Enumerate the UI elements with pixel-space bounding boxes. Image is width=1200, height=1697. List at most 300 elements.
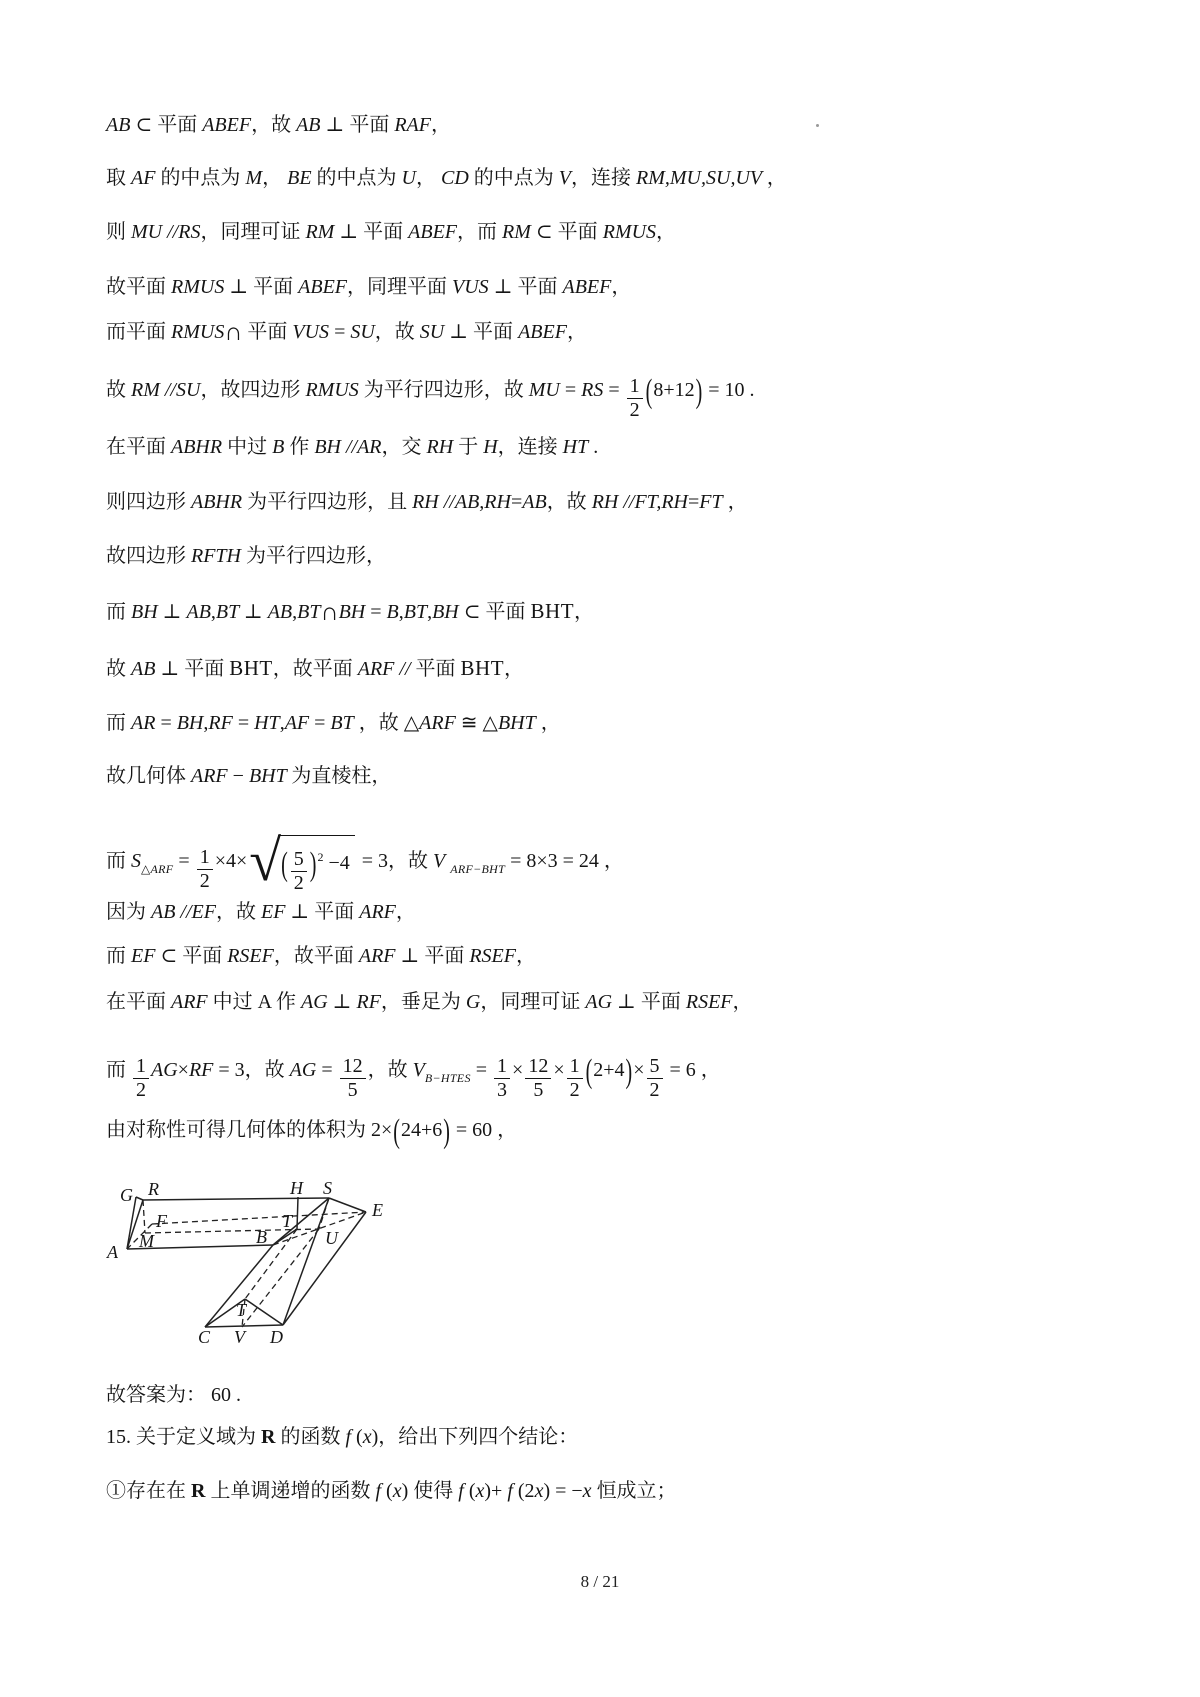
- fraction-denominator: 5: [525, 1078, 551, 1102]
- text-run: V: [558, 167, 572, 189]
- text-run: (: [645, 373, 653, 411]
- radical-icon: √: [249, 828, 282, 893]
- proof-line-6: [106, 375, 755, 422]
- text-run: ⊥ 平面: [400, 945, 470, 967]
- text-run: = 6 ，: [664, 1059, 721, 1081]
- text-run: ,: [279, 712, 285, 734]
- text-run: AR: [131, 712, 156, 734]
- text-run: RSEF: [227, 945, 274, 967]
- proof-line-16: [106, 941, 536, 971]
- text-run: ARF: [191, 765, 228, 787]
- edge-U-V: [242, 1229, 319, 1327]
- text-run: =: [687, 491, 700, 513]
- text-run: ⊥ 平面: [493, 276, 563, 298]
- text-run: ，: [535, 712, 561, 734]
- edge-T1-T2: [245, 1229, 297, 1299]
- text-run: ，故: [546, 491, 592, 513]
- edge-H-T1: [297, 1197, 298, 1229]
- text-run: RM //SU: [131, 379, 201, 401]
- vertex-label-R: R: [148, 1179, 159, 1199]
- text-run: VUS: [292, 321, 330, 343]
- vertex-label-A: A: [107, 1242, 118, 1262]
- text-run: ×: [512, 1059, 524, 1081]
- text-run: V: [412, 1059, 425, 1081]
- text-run: =: [309, 712, 331, 734]
- text-run: RMUS: [171, 321, 225, 343]
- text-run: 平面: [410, 658, 461, 680]
- text-run: RMUS: [602, 221, 657, 243]
- text-run: 8+12: [653, 379, 695, 401]
- text-run: ARF //: [357, 658, 411, 680]
- fraction: [567, 1055, 583, 1102]
- text-run: RAF: [394, 114, 431, 136]
- text-run: RH //FT,RH: [591, 491, 688, 513]
- text-run: BHT: [460, 656, 505, 680]
- text-run: ABEF: [202, 114, 252, 136]
- text-run: ，而: [457, 221, 503, 243]
- text-run: f: [375, 1480, 382, 1502]
- text-run: ，: [395, 901, 416, 923]
- text-run: BHT: [248, 765, 292, 787]
- vertex-label-D: D: [270, 1327, 283, 1347]
- proof-line-1: [106, 110, 451, 140]
- text-run: BH: [432, 601, 464, 623]
- text-run: ，故: [367, 1059, 413, 1081]
- text-run: ABEF: [298, 276, 348, 298]
- text-run: ，故平面: [273, 945, 359, 967]
- text-run: ,: [427, 601, 433, 623]
- text-run: BT: [297, 601, 321, 623]
- text-run: AG: [585, 991, 618, 1013]
- text-run: = 10 .: [703, 379, 755, 401]
- text-run: =: [232, 712, 255, 734]
- text-run: ，故: [374, 321, 420, 343]
- text-run: AG: [151, 1059, 178, 1081]
- text-run: CD: [441, 167, 474, 189]
- text-run: =: [559, 379, 582, 401]
- text-run: ): [309, 846, 317, 884]
- text-run: MU: [131, 221, 163, 243]
- text-run: −: [227, 765, 249, 787]
- text-run: RH: [426, 436, 459, 458]
- text-run: (: [281, 846, 288, 884]
- text-run: SU: [419, 321, 450, 343]
- text-run: ≅ △: [455, 712, 498, 734]
- text-run: ABEF: [562, 276, 612, 298]
- text-run: ，: [416, 167, 441, 189]
- text-run: EF: [260, 901, 291, 923]
- edge-R-S: [143, 1198, 329, 1200]
- text-run: 的中点为: [160, 167, 246, 189]
- text-run: AB: [296, 114, 326, 136]
- text-run: 故: [106, 379, 131, 401]
- fraction-denominator: 5: [340, 1078, 366, 1102]
- edge-B-T1: [273, 1229, 297, 1245]
- proof-line-11: [106, 653, 524, 684]
- fraction-numerator: 1: [629, 375, 640, 397]
- text-run: BT: [330, 712, 354, 734]
- text-run: 取: [106, 167, 131, 189]
- proof-line-19: [106, 1113, 518, 1151]
- text-run: RFTH: [191, 545, 246, 567]
- proof-line-9: [106, 541, 386, 571]
- text-run: ): [443, 1113, 450, 1151]
- text-run: =: [603, 379, 625, 401]
- text-run: 由对称性可得几何体的体积为 2×: [106, 1119, 393, 1141]
- text-run: RF: [356, 991, 381, 1013]
- text-run: ⊂ 平面: [160, 945, 228, 967]
- text-run: RSEF: [469, 945, 516, 967]
- edge-S-E: [329, 1198, 366, 1212]
- text-run: x: [362, 1426, 372, 1448]
- fraction: [133, 1055, 149, 1102]
- text-run: ): [695, 373, 703, 411]
- text-run: ⊥ 平面: [339, 221, 409, 243]
- text-run: ×4×: [214, 850, 248, 872]
- vertex-label-T: T: [282, 1211, 293, 1231]
- text-run: AB: [131, 658, 161, 680]
- text-run: = 8×3 = 24 ，: [505, 850, 624, 872]
- fraction: [494, 1055, 510, 1102]
- text-run: ∩: [224, 319, 243, 346]
- fraction: [340, 1055, 366, 1102]
- text-run: 2+4: [593, 1059, 625, 1081]
- text-run: BE: [287, 167, 317, 189]
- text-run: 于: [458, 436, 484, 458]
- text-run: 在平面: [106, 991, 171, 1013]
- text-run: 为平行四边形，故: [363, 379, 529, 401]
- text-run: ，: [566, 321, 587, 343]
- text-run: ARF: [171, 991, 213, 1013]
- question-15-item-1: [106, 1476, 677, 1506]
- text-run: ，: [656, 221, 677, 243]
- text-run: f: [458, 1480, 464, 1502]
- text-run: BT: [403, 601, 428, 623]
- text-run: ，: [611, 276, 632, 298]
- text-run: ) = −: [543, 1480, 583, 1502]
- page-number: 8 / 21: [580, 1572, 620, 1591]
- text-run: //: [162, 221, 179, 243]
- text-run: RF: [188, 1059, 214, 1081]
- text-run: 15. 关于定义域为: [106, 1426, 261, 1448]
- text-run: x: [582, 1480, 592, 1502]
- text-run: ⊥ 平面: [229, 276, 299, 298]
- text-run: = 3，故: [356, 850, 434, 872]
- text-run: = 60 ，: [450, 1119, 518, 1141]
- text-run: =: [316, 1059, 338, 1081]
- text-run: ,: [292, 601, 298, 623]
- text-run: ⊥ 平面: [290, 901, 360, 923]
- text-run: B−HTES: [424, 1071, 471, 1085]
- text-run: ,: [210, 601, 216, 623]
- text-run: 在平面: [106, 436, 171, 458]
- text-run: 故: [106, 658, 131, 680]
- vertex-label-C: C: [198, 1327, 211, 1347]
- edge-G-R: [136, 1197, 143, 1200]
- text-run: (: [381, 1480, 393, 1502]
- text-run: ，: [574, 601, 595, 623]
- vertex-label-E: E: [372, 1200, 383, 1220]
- fraction-numerator: 1: [497, 1055, 508, 1077]
- fraction-numerator: 12: [528, 1055, 549, 1077]
- sqrt-expression: [249, 830, 354, 895]
- text-run: 的函数: [275, 1426, 346, 1448]
- text-run: AB: [522, 491, 547, 513]
- text-run: R: [261, 1426, 276, 1448]
- scan-artifact-dot: [816, 124, 819, 127]
- text-run: BT: [215, 601, 244, 623]
- text-run: HT: [562, 436, 589, 458]
- proof-line-2: [106, 163, 787, 193]
- fraction: [627, 375, 643, 422]
- text-run: ⊥ 平面: [325, 114, 395, 136]
- text-run: RM: [305, 221, 340, 243]
- text-run: AB: [106, 114, 136, 136]
- text-run: VUS: [452, 276, 494, 298]
- text-run: RMUS: [305, 379, 364, 401]
- text-run: (2: [512, 1480, 535, 1502]
- text-run: BH //AR: [314, 436, 382, 458]
- text-run: (: [351, 1426, 363, 1448]
- proof-line-18: [106, 1055, 721, 1102]
- text-run: ABEF: [518, 321, 567, 343]
- text-run: .: [588, 436, 599, 458]
- text-run: HT: [254, 712, 280, 734]
- text-run: ⊥: [162, 601, 187, 623]
- text-run: ，垂足为: [380, 991, 466, 1013]
- text-run: ，故平面: [272, 658, 358, 680]
- text-run: ARF: [359, 901, 396, 923]
- text-run: ): [625, 1053, 633, 1091]
- text-run: ×: [553, 1059, 565, 1081]
- text-run: RM: [502, 221, 536, 243]
- text-run: △ARF: [141, 862, 174, 876]
- text-run: RF: [208, 712, 233, 734]
- text-run: 而: [106, 601, 131, 623]
- fraction-denominator: 2: [197, 869, 213, 893]
- text-run: )+: [484, 1480, 508, 1502]
- text-run: 则: [106, 221, 131, 243]
- text-run: ⊥ 平面: [617, 991, 686, 1013]
- text-run: ): [371, 1426, 379, 1448]
- text-run: 平面: [242, 321, 293, 343]
- text-run: 故四边形: [106, 545, 191, 567]
- vertex-label-F: F: [156, 1211, 167, 1231]
- text-run: AB: [267, 601, 293, 623]
- text-run: AF: [284, 712, 310, 734]
- text-run: ABHR: [171, 436, 228, 458]
- fraction-numerator: 12: [342, 1055, 363, 1077]
- text-run: AF: [131, 167, 161, 189]
- text-run: ，故 △: [353, 712, 420, 734]
- proof-line-4: [106, 272, 631, 302]
- text-run: 24+6: [400, 1119, 443, 1141]
- proof-line-17: [106, 987, 753, 1017]
- text-run: x: [475, 1480, 485, 1502]
- text-run: f: [345, 1426, 352, 1448]
- text-run: ARF−BHT: [450, 862, 506, 876]
- text-run: B: [272, 436, 290, 458]
- text-run: BH: [131, 601, 163, 623]
- fraction: [197, 846, 213, 893]
- text-run: RMUS: [171, 276, 230, 298]
- text-run: 故平面: [106, 276, 171, 298]
- vertex-label-U: U: [325, 1228, 338, 1248]
- text-run: M: [245, 167, 263, 189]
- fraction-denominator: 2: [627, 398, 643, 422]
- fraction: [525, 1055, 551, 1102]
- text-run: ARF: [358, 945, 401, 967]
- vertex-label-T: T: [236, 1300, 247, 1320]
- proof-line-8: [106, 487, 748, 517]
- text-run: AB //EF: [151, 901, 216, 923]
- text-run: ，故: [215, 901, 261, 923]
- text-run: 中过: [227, 436, 273, 458]
- text-run: =: [173, 850, 195, 872]
- text-run: 上单调递增的函数: [205, 1480, 376, 1502]
- vertex-label-M: M: [139, 1231, 154, 1251]
- text-run: 的中点为: [316, 167, 402, 189]
- text-run: ABHR: [191, 491, 248, 513]
- text-run: AB: [186, 601, 211, 623]
- fraction-numerator: 1: [199, 846, 210, 868]
- text-run: RSEF: [685, 991, 733, 1013]
- text-run: ⊂ 平面: [463, 601, 531, 623]
- text-run: −4: [323, 851, 350, 874]
- vertex-label-G: G: [120, 1185, 133, 1205]
- text-run: 2: [317, 850, 324, 864]
- proof-line-10: [106, 596, 594, 628]
- text-run: B: [386, 601, 399, 623]
- text-run: ，给出下列四个结论：: [378, 1426, 579, 1448]
- text-run: (: [585, 1053, 593, 1091]
- text-run: BH: [176, 712, 204, 734]
- text-run: MU: [528, 379, 560, 401]
- text-run: 因为: [106, 901, 151, 923]
- proof-line-3: [106, 217, 676, 247]
- text-run: ⊥ 平面: [449, 321, 519, 343]
- text-run: ×: [633, 1059, 645, 1081]
- edge-R-M: [143, 1200, 145, 1233]
- fraction: [291, 848, 307, 895]
- text-run: ①存在在: [106, 1480, 191, 1502]
- fraction-denominator: 2: [567, 1078, 583, 1102]
- proof-line-13: [106, 761, 391, 791]
- text-run: ，同理平面: [347, 276, 453, 298]
- text-run: ，交: [381, 436, 427, 458]
- text-run: 则四边形: [106, 491, 191, 513]
- edge-T2-D: [245, 1299, 283, 1325]
- text-run: ⊥: [243, 601, 268, 623]
- text-run: =: [155, 712, 177, 734]
- text-run: ⊥: [332, 991, 357, 1013]
- radicand: [278, 835, 355, 895]
- text-run: ，: [430, 114, 451, 136]
- text-run: 作: [289, 436, 315, 458]
- text-run: ,: [203, 712, 209, 734]
- text-run: 而: [106, 712, 131, 734]
- proof-line-7: [106, 432, 598, 462]
- fraction-denominator: 2: [133, 1078, 149, 1102]
- question-15-stem: [106, 1422, 578, 1452]
- edge-F-E: [152, 1212, 366, 1224]
- text-run: ，: [722, 491, 748, 513]
- proof-line-12: [106, 708, 561, 738]
- fraction-numerator: 5: [649, 1055, 660, 1077]
- text-run: (: [463, 1480, 476, 1502]
- text-run: 而: [106, 945, 131, 967]
- fraction-denominator: 3: [494, 1078, 510, 1102]
- text-run: ∩: [320, 599, 339, 626]
- text-run: 故答案为： 60 .: [106, 1384, 241, 1406]
- text-run: =: [510, 491, 523, 513]
- text-run: =: [470, 1059, 493, 1081]
- text-run: ，同理可证: [480, 991, 586, 1013]
- text-run: =: [365, 601, 387, 623]
- text-run: BHT: [229, 656, 273, 680]
- text-run: S: [131, 850, 141, 872]
- text-run: 而: [106, 1059, 131, 1081]
- text-run: ，同理可证: [200, 221, 306, 243]
- text-run: AG: [301, 991, 333, 1013]
- text-run: 为平行四边形，: [246, 545, 386, 567]
- text-run: ，故四边形: [200, 379, 306, 401]
- fraction-denominator: 2: [291, 871, 307, 895]
- fraction: [647, 1055, 663, 1102]
- proof-line-5: [106, 317, 587, 348]
- text-run: ，: [766, 167, 787, 189]
- text-run: f: [507, 1480, 513, 1502]
- text-run: ，: [515, 945, 536, 967]
- prism-figure-svg: [95, 1178, 405, 1357]
- proof-line-14: [106, 830, 624, 895]
- text-run: 恒成立；: [591, 1480, 677, 1502]
- fraction-numerator: 1: [569, 1055, 580, 1077]
- text-run: 中过 A 作: [212, 991, 301, 1013]
- text-run: ，故: [251, 114, 297, 136]
- text-run: x: [392, 1480, 402, 1502]
- text-run: 的中点为: [473, 167, 559, 189]
- text-run: ，连接: [571, 167, 637, 189]
- text-run: SU: [350, 321, 375, 343]
- text-run: x: [534, 1480, 544, 1502]
- text-run: (: [393, 1113, 400, 1151]
- text-run: 而平面: [106, 321, 171, 343]
- geometry-diagram: [95, 1178, 405, 1357]
- text-run: ，: [732, 991, 753, 1013]
- text-run: BH: [338, 601, 366, 623]
- text-run: ,: [398, 601, 404, 623]
- text-run: 而: [106, 850, 131, 872]
- text-run: ⊥ 平面: [160, 658, 230, 680]
- vertex-label-S: S: [323, 1178, 332, 1198]
- text-run: EF: [131, 945, 161, 967]
- fraction-numerator: 1: [136, 1055, 146, 1077]
- text-run: BHT: [497, 712, 536, 734]
- text-run: 故几何体: [106, 765, 191, 787]
- text-run: 为平行四边形，且: [247, 491, 413, 513]
- text-run: =: [329, 321, 351, 343]
- text-run: ARF: [419, 712, 456, 734]
- text-run: RH //AB,RH: [412, 491, 511, 513]
- text-run: AG: [289, 1059, 317, 1081]
- text-run: ⊂ 平面: [135, 114, 203, 136]
- text-run: ⊂ 平面: [535, 221, 603, 243]
- text-run: ×: [177, 1059, 189, 1081]
- text-run: ABEF: [408, 221, 458, 243]
- text-run: ) 使得: [401, 1480, 459, 1502]
- text-run: V: [433, 850, 446, 872]
